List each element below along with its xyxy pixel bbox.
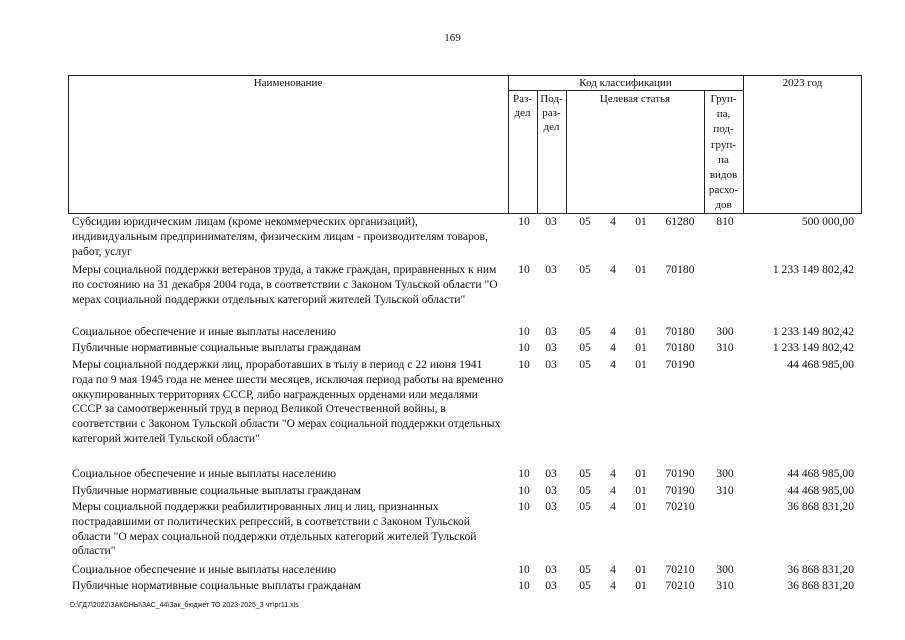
row-razdel: 10: [518, 579, 530, 592]
row-target-main: 01: [635, 500, 647, 513]
row-target-program: 05: [579, 215, 591, 228]
row-amount: 1 233 149 802,42: [772, 263, 854, 276]
header-name: Наименование: [253, 77, 323, 89]
row-target-type: 4: [610, 500, 616, 513]
header-podrazdel: [537, 92, 566, 134]
row-target-program: 05: [579, 358, 591, 371]
header-razdel-line: Раз-: [512, 93, 532, 105]
row-razdel: 10: [518, 341, 530, 354]
header-podrazdel-line: дел: [543, 121, 560, 133]
row-name: Публичные нормативные социальные выплаты гражданам: [72, 341, 361, 354]
row-razdel: 10: [518, 358, 530, 371]
row-amount: 44 468 985,00: [787, 358, 854, 371]
row-razdel: 10: [518, 563, 530, 576]
row-razdel: 10: [518, 500, 530, 513]
row-target-type: 4: [610, 215, 616, 228]
row-podrazdel: 03: [545, 263, 557, 276]
row-podrazdel: 03: [545, 579, 557, 592]
row-target-main: 01: [635, 325, 647, 338]
header-podrazdel-line: Под-: [540, 93, 563, 105]
header-code: Код классификации: [579, 77, 672, 89]
row-amount: 36 868 831,20: [787, 563, 854, 576]
row-name: Меры социальной поддержки реабилитированных лиц и лиц, признанных пострадавшими от политических репрессий, в соответствии с Законом Тульской области "О мерах социальной поддержки отдельных категорий жителей Тульской области": [72, 500, 477, 558]
header-group-line: расхо-: [708, 184, 739, 197]
row-name: Социальное обеспечение и иные выплаты населению: [72, 325, 337, 338]
row-amount: 1 233 149 802,42: [772, 325, 854, 338]
footer-file-path: D:\ГД7\2022\ЗАКОНЫ\ЗАС_44\Зак_бюджет ТО 2023-2025_3 чт\рг11.xls: [70, 602, 299, 609]
row-name: Публичные нормативные социальные выплаты гражданам: [72, 484, 361, 497]
row-target-main: 01: [635, 563, 647, 576]
row-razdel: 10: [518, 325, 530, 338]
row-target-main: 01: [635, 579, 647, 592]
row-target-program: 05: [579, 467, 591, 480]
row-target-type: 4: [610, 325, 616, 338]
row-razdel: 10: [518, 263, 530, 276]
row-expense-type: 310: [716, 341, 734, 354]
row-expense-type: 810: [716, 215, 734, 228]
header-divider: [508, 90, 743, 91]
row-target-program: 05: [579, 341, 591, 354]
row-target-direction: 61280: [665, 215, 695, 228]
row-podrazdel: 03: [545, 215, 557, 228]
row-target-direction: 70210: [665, 500, 695, 513]
row-target-direction: 70180: [665, 341, 695, 354]
page-number: 169: [444, 32, 461, 44]
row-name: Субсидии юридическим лицам (кроме некоммерческих организаций), индивидуальным предпринимателям, физическим лицам - производителям товаров, работ, услуг: [72, 215, 488, 258]
row-name: Меры социальной поддержки ветеранов труда, а также граждан, приравненных к ним по состоянию на 31 декабря 2004 года, в соответствии с Законом Тульской области "О мерах социальной поддержки отдельных категорий жителей Тульской области": [72, 263, 498, 306]
row-target-type: 4: [610, 263, 616, 276]
row-target-direction: 70190: [665, 358, 695, 371]
row-amount: 44 468 985,00: [787, 467, 854, 480]
row-expense-type: 300: [716, 325, 734, 338]
row-target-program: 05: [579, 579, 591, 592]
row-podrazdel: 03: [545, 358, 557, 371]
row-target-direction: 70210: [665, 579, 695, 592]
row-target-program: 05: [579, 484, 591, 497]
row-podrazdel: 03: [545, 500, 557, 513]
row-amount: 1 233 149 802,42: [772, 341, 854, 354]
row-target-main: 01: [635, 467, 647, 480]
header-group-line: па: [718, 153, 729, 166]
row-target-program: 05: [579, 563, 591, 576]
row-podrazdel: 03: [545, 325, 557, 338]
row-amount: 36 868 831,20: [787, 579, 854, 592]
row-target-type: 4: [610, 484, 616, 497]
row-podrazdel: 03: [545, 467, 557, 480]
row-podrazdel: 03: [545, 484, 557, 497]
row-target-type: 4: [610, 341, 616, 354]
header-target: Целевая статья: [599, 93, 671, 105]
row-target-direction: 70190: [665, 467, 695, 480]
header-group-line: груп-: [711, 138, 736, 151]
row-name: Социальное обеспечение и иные выплаты населению: [72, 563, 337, 576]
row-name: Социальное обеспечение и иные выплаты населению: [72, 467, 337, 480]
header-group-line: па,: [716, 108, 731, 121]
row-amount: 500 000,00: [801, 215, 854, 228]
row-razdel: 10: [518, 484, 530, 497]
row-podrazdel: 03: [545, 341, 557, 354]
header-divider: [743, 75, 744, 214]
row-target-direction: 70180: [665, 263, 695, 276]
row-target-main: 01: [635, 263, 647, 276]
row-target-direction: 70180: [665, 325, 695, 338]
header-group-line: дов: [715, 199, 732, 212]
row-expense-type: 310: [716, 484, 734, 497]
row-target-type: 4: [610, 579, 616, 592]
row-target-direction: 70190: [665, 484, 695, 497]
header-group-line: под-: [713, 123, 734, 136]
row-target-main: 01: [635, 484, 647, 497]
header-podrazdel-line: раз-: [542, 107, 561, 119]
row-expense-type: 300: [716, 563, 734, 576]
header-divider: [566, 90, 567, 214]
row-razdel: 10: [518, 467, 530, 480]
header-razdel: [508, 92, 537, 120]
row-expense-type: 310: [716, 579, 734, 592]
row-target-direction: 70210: [665, 563, 695, 576]
row-target-program: 05: [579, 500, 591, 513]
header-group-line: Груп-: [710, 93, 737, 105]
row-name: Публичные нормативные социальные выплаты гражданам: [72, 579, 361, 592]
row-target-program: 05: [579, 263, 591, 276]
row-amount: 36 868 831,20: [787, 500, 854, 513]
row-target-main: 01: [635, 341, 647, 354]
row-target-type: 4: [610, 563, 616, 576]
row-target-main: 01: [635, 215, 647, 228]
row-target-type: 4: [610, 467, 616, 480]
row-target-type: 4: [610, 358, 616, 371]
row-podrazdel: 03: [545, 563, 557, 576]
row-name: Меры социальной поддержки лиц, проработавших в тылу в период с 22 июня 1941 года по 9 мая 1945 года не менее шести месяцев, исключая период работы на временно оккупированных территориях СССР, либо награжденных орденами или медалями СССР за самоотверженный труд в период Великой Отечественной войны, в соответствии с Законом Тульской области "О мерах социальной поддержки отдельных категорий жителей Тульской области": [72, 358, 504, 445]
row-razdel: 10: [518, 215, 530, 228]
row-target-program: 05: [579, 325, 591, 338]
row-target-main: 01: [635, 358, 647, 371]
row-amount: 44 468 985,00: [787, 484, 854, 497]
header-group: [704, 92, 743, 214]
row-expense-type: 300: [716, 467, 734, 480]
header-razdel-line: дел: [514, 107, 531, 119]
header-year: 2023 год: [782, 77, 823, 89]
header-group-line: видов: [709, 169, 738, 182]
